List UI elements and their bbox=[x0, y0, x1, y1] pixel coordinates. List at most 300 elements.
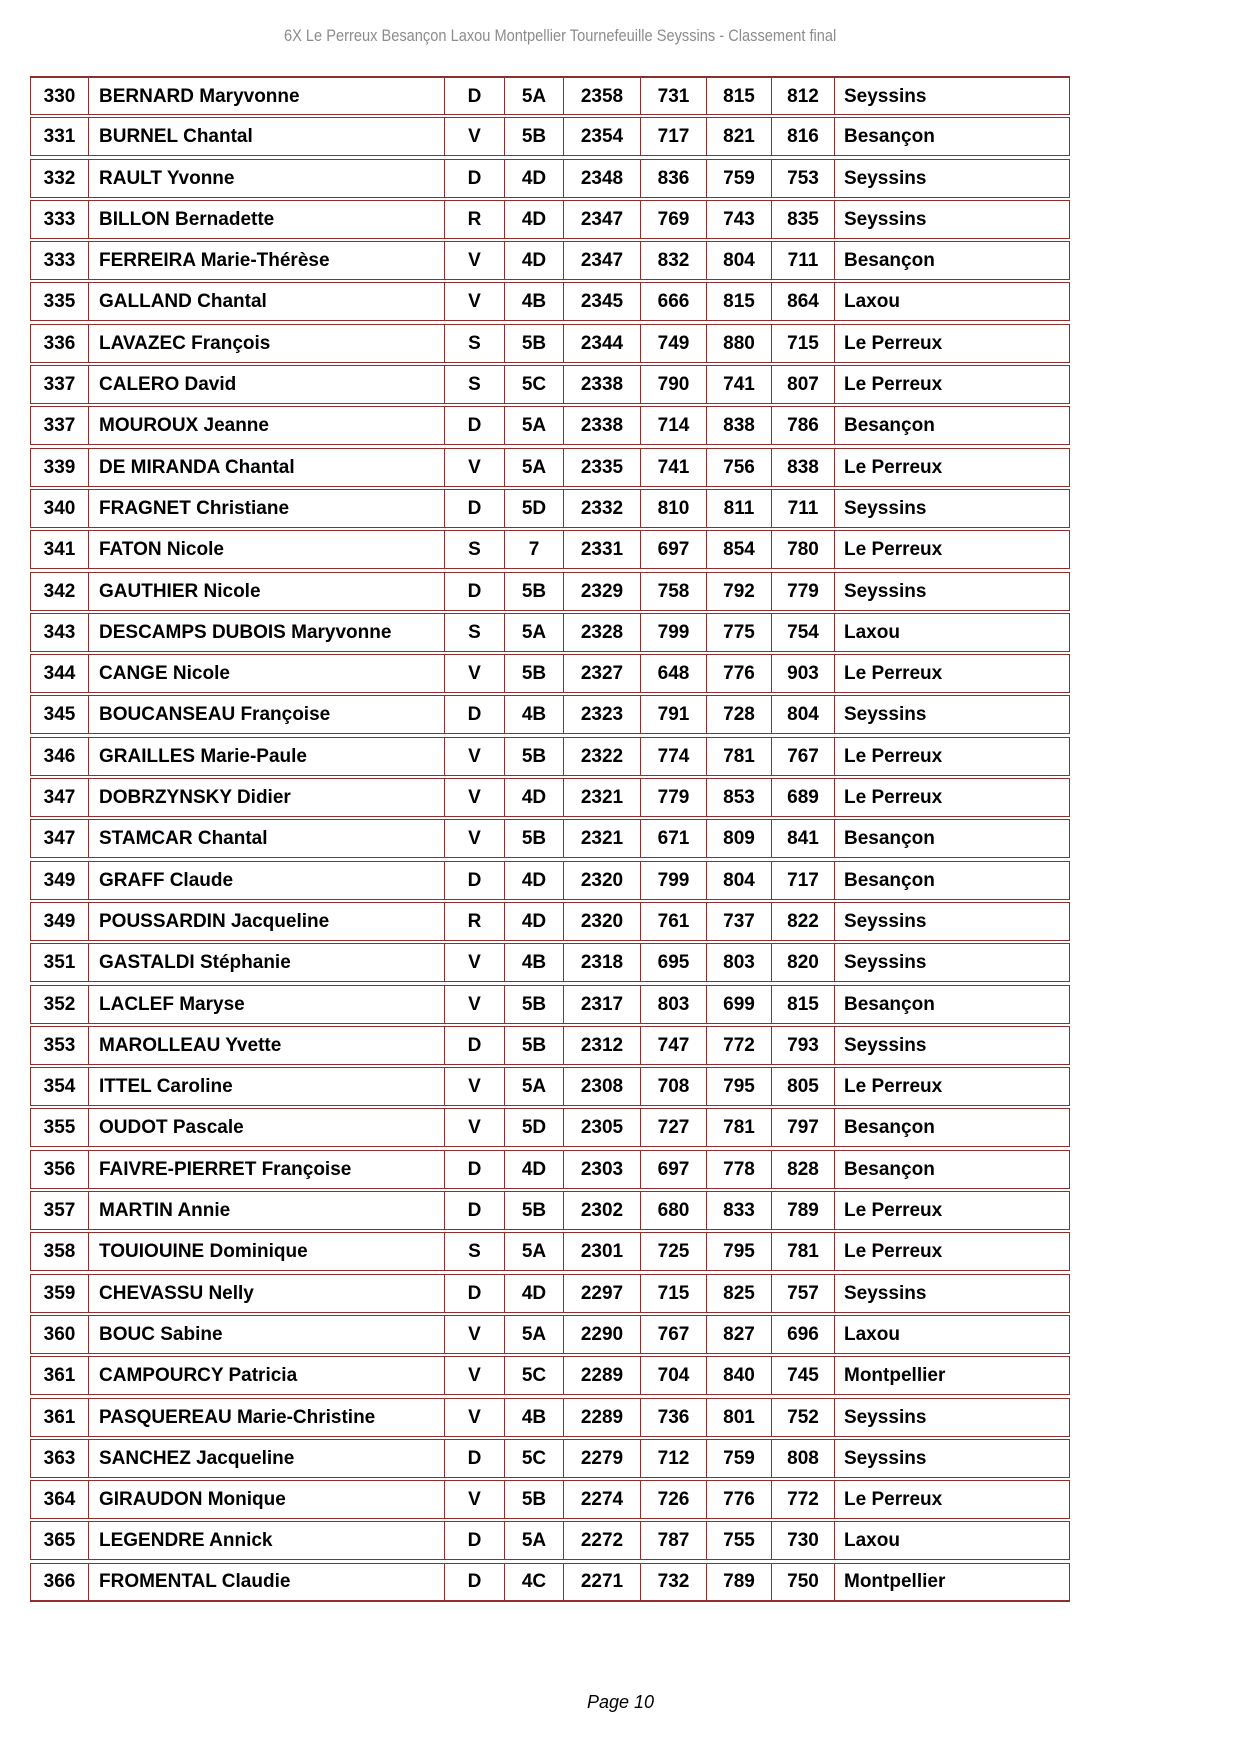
cell-status: D bbox=[444, 696, 504, 733]
cell-club: Seyssins bbox=[834, 696, 1069, 733]
table-row bbox=[30, 985, 1070, 1024]
cell-game3-score: 822 bbox=[771, 903, 834, 940]
cell-status: V bbox=[444, 779, 504, 816]
cell-game1-score: 810 bbox=[640, 490, 706, 527]
table-row bbox=[30, 1480, 1070, 1519]
cell-series: 5A bbox=[504, 1316, 563, 1353]
cell-game2-score: 789 bbox=[706, 1564, 771, 1600]
cell-game1-score: 680 bbox=[640, 1192, 706, 1229]
cell-rank: 346 bbox=[43, 745, 76, 767]
cell-game2-score: 743 bbox=[706, 201, 771, 238]
cell-game2-score: 756 bbox=[706, 449, 771, 486]
cell-series: 4D bbox=[504, 201, 563, 238]
cell-rank: 330 bbox=[43, 85, 76, 107]
cell-series: 5B bbox=[504, 1192, 563, 1229]
cell-series: 5B bbox=[504, 820, 563, 857]
cell-club: Laxou bbox=[834, 283, 1069, 320]
cell-game2-score: 854 bbox=[706, 531, 771, 568]
cell-total-score: 2289 bbox=[563, 1399, 640, 1436]
cell-game1-score: 732 bbox=[640, 1564, 706, 1600]
cell-rank: 339 bbox=[43, 456, 76, 478]
cell-game3-score: 864 bbox=[771, 283, 834, 320]
cell-player-name: GALLAND Chantal bbox=[88, 283, 444, 320]
cell-total-score: 2329 bbox=[563, 573, 640, 610]
cell-rank: 343 bbox=[43, 621, 76, 643]
cell-game1-score: 749 bbox=[640, 325, 706, 362]
cell-game2-score: 737 bbox=[706, 903, 771, 940]
table-row bbox=[30, 861, 1070, 900]
cell-game2-score: 811 bbox=[706, 490, 771, 527]
cell-club: Laxou bbox=[834, 1522, 1069, 1559]
cell-game1-score: 695 bbox=[640, 944, 706, 981]
cell-total-score: 2274 bbox=[563, 1481, 640, 1518]
cell-total-score: 2305 bbox=[563, 1109, 640, 1146]
cell-club: Besançon bbox=[834, 986, 1069, 1023]
cell-total-score: 2312 bbox=[563, 1027, 640, 1064]
cell-status: V bbox=[444, 1399, 504, 1436]
cell-club: Seyssins bbox=[834, 903, 1069, 940]
cell-club: Le Perreux bbox=[834, 1192, 1069, 1229]
cell-game3-score: 757 bbox=[771, 1275, 834, 1312]
cell-total-score: 2318 bbox=[563, 944, 640, 981]
cell-game3-score: 903 bbox=[771, 655, 834, 692]
cell-game3-score: 711 bbox=[771, 490, 834, 527]
table-row bbox=[30, 530, 1070, 569]
cell-club: Besançon bbox=[834, 242, 1069, 279]
cell-rank: 349 bbox=[43, 869, 76, 891]
cell-player-name: FAIVRE-PIERRET Françoise bbox=[88, 1151, 444, 1188]
cell-game1-score: 731 bbox=[640, 78, 706, 114]
cell-series: 7 bbox=[504, 531, 563, 568]
table-row bbox=[30, 1232, 1070, 1271]
cell-game1-score: 697 bbox=[640, 531, 706, 568]
cell-rank: 366 bbox=[43, 1571, 76, 1593]
cell-game3-score: 807 bbox=[771, 366, 834, 403]
cell-total-score: 2317 bbox=[563, 986, 640, 1023]
table-row bbox=[30, 76, 1070, 115]
cell-club: Seyssins bbox=[834, 944, 1069, 981]
cell-status: D bbox=[444, 407, 504, 444]
cell-game2-score: 809 bbox=[706, 820, 771, 857]
cell-total-score: 2289 bbox=[563, 1357, 640, 1394]
cell-game1-score: 779 bbox=[640, 779, 706, 816]
cell-game3-score: 797 bbox=[771, 1109, 834, 1146]
cell-game3-score: 789 bbox=[771, 1192, 834, 1229]
cell-rank: 336 bbox=[43, 332, 76, 354]
cell-rank: 355 bbox=[43, 1117, 76, 1139]
cell-game3-score: 804 bbox=[771, 696, 834, 733]
cell-status: D bbox=[444, 160, 504, 197]
cell-status: S bbox=[444, 614, 504, 651]
cell-status: V bbox=[444, 820, 504, 857]
table-row bbox=[30, 1150, 1070, 1189]
cell-game2-score: 781 bbox=[706, 1109, 771, 1146]
cell-status: V bbox=[444, 655, 504, 692]
cell-player-name: BOUCANSEAU Françoise bbox=[88, 696, 444, 733]
cell-series: 4D bbox=[504, 160, 563, 197]
table-row bbox=[30, 1191, 1070, 1230]
cell-total-score: 2331 bbox=[563, 531, 640, 568]
cell-club: Besançon bbox=[834, 118, 1069, 155]
cell-game3-score: 745 bbox=[771, 1357, 834, 1394]
cell-series: 5B bbox=[504, 118, 563, 155]
cell-player-name: FATON Nicole bbox=[88, 531, 444, 568]
table-row bbox=[30, 613, 1070, 652]
cell-rank: 365 bbox=[43, 1530, 76, 1552]
table-row bbox=[30, 1521, 1070, 1560]
cell-rank: 361 bbox=[43, 1406, 76, 1428]
table-row bbox=[30, 572, 1070, 611]
table-row bbox=[30, 1439, 1070, 1478]
cell-club: Seyssins bbox=[834, 1275, 1069, 1312]
cell-game3-score: 815 bbox=[771, 986, 834, 1023]
cell-game2-score: 699 bbox=[706, 986, 771, 1023]
cell-club: Seyssins bbox=[834, 573, 1069, 610]
cell-total-score: 2347 bbox=[563, 201, 640, 238]
cell-player-name: RAULT Yvonne bbox=[88, 160, 444, 197]
cell-series: 5A bbox=[504, 449, 563, 486]
cell-game2-score: 833 bbox=[706, 1192, 771, 1229]
page-title bbox=[30, 26, 1090, 46]
cell-game2-score: 815 bbox=[706, 78, 771, 114]
cell-total-score: 2323 bbox=[563, 696, 640, 733]
cell-club: Le Perreux bbox=[834, 655, 1069, 692]
cell-club: Le Perreux bbox=[834, 1481, 1069, 1518]
cell-status: D bbox=[444, 1027, 504, 1064]
cell-status: D bbox=[444, 1192, 504, 1229]
cell-series: 4D bbox=[504, 862, 563, 899]
cell-series: 4D bbox=[504, 903, 563, 940]
cell-series: 5B bbox=[504, 1481, 563, 1518]
cell-game1-score: 747 bbox=[640, 1027, 706, 1064]
cell-game3-score: 711 bbox=[771, 242, 834, 279]
cell-game3-score: 781 bbox=[771, 1233, 834, 1270]
cell-total-score: 2335 bbox=[563, 449, 640, 486]
cell-total-score: 2290 bbox=[563, 1316, 640, 1353]
cell-series: 5C bbox=[504, 366, 563, 403]
cell-status: V bbox=[444, 1316, 504, 1353]
table-row bbox=[30, 1108, 1070, 1147]
cell-status: D bbox=[444, 1151, 504, 1188]
cell-total-score: 2332 bbox=[563, 490, 640, 527]
cell-club: Montpellier bbox=[834, 1357, 1069, 1394]
cell-game1-score: 712 bbox=[640, 1440, 706, 1477]
cell-series: 5B bbox=[504, 573, 563, 610]
page-number: Page 10 bbox=[586, 1692, 655, 1712]
cell-club: Seyssins bbox=[834, 1440, 1069, 1477]
cell-game1-score: 726 bbox=[640, 1481, 706, 1518]
cell-game2-score: 840 bbox=[706, 1357, 771, 1394]
cell-game3-score: 767 bbox=[771, 738, 834, 775]
cell-game1-score: 799 bbox=[640, 614, 706, 651]
cell-series: 4D bbox=[504, 779, 563, 816]
cell-player-name: LACLEF Maryse bbox=[88, 986, 444, 1023]
cell-game2-score: 815 bbox=[706, 283, 771, 320]
table-row bbox=[30, 654, 1070, 693]
cell-game2-score: 825 bbox=[706, 1275, 771, 1312]
cell-game1-score: 708 bbox=[640, 1068, 706, 1105]
cell-status: R bbox=[444, 903, 504, 940]
cell-series: 5B bbox=[504, 738, 563, 775]
cell-status: D bbox=[444, 573, 504, 610]
cell-game2-score: 755 bbox=[706, 1522, 771, 1559]
table-row bbox=[30, 282, 1070, 321]
cell-player-name: CHEVASSU Nelly bbox=[88, 1275, 444, 1312]
table-row bbox=[30, 819, 1070, 858]
table-row bbox=[30, 902, 1070, 941]
cell-player-name: BURNEL Chantal bbox=[88, 118, 444, 155]
cell-club: Le Perreux bbox=[834, 738, 1069, 775]
cell-player-name: STAMCAR Chantal bbox=[88, 820, 444, 857]
cell-rank: 340 bbox=[43, 497, 76, 519]
cell-rank: 347 bbox=[43, 787, 76, 809]
cell-club: Le Perreux bbox=[834, 779, 1069, 816]
cell-rank: 347 bbox=[43, 828, 76, 850]
cell-game3-score: 754 bbox=[771, 614, 834, 651]
cell-game2-score: 759 bbox=[706, 160, 771, 197]
cell-rank: 357 bbox=[43, 1200, 76, 1222]
table-row bbox=[30, 324, 1070, 363]
cell-player-name: CANGE Nicole bbox=[88, 655, 444, 692]
cell-series: 4D bbox=[504, 1151, 563, 1188]
cell-total-score: 2347 bbox=[563, 242, 640, 279]
cell-total-score: 2322 bbox=[563, 738, 640, 775]
cell-total-score: 2308 bbox=[563, 1068, 640, 1105]
cell-total-score: 2303 bbox=[563, 1151, 640, 1188]
cell-game3-score: 780 bbox=[771, 531, 834, 568]
table-row bbox=[30, 1026, 1070, 1065]
cell-rank: 337 bbox=[43, 374, 76, 396]
cell-status: D bbox=[444, 1275, 504, 1312]
cell-game3-score: 835 bbox=[771, 201, 834, 238]
cell-player-name: GRAFF Claude bbox=[88, 862, 444, 899]
cell-series: 4B bbox=[504, 283, 563, 320]
cell-game1-score: 790 bbox=[640, 366, 706, 403]
cell-club: Le Perreux bbox=[834, 366, 1069, 403]
cell-player-name: BERNARD Maryvonne bbox=[88, 78, 444, 114]
cell-game2-score: 776 bbox=[706, 655, 771, 692]
cell-game1-score: 704 bbox=[640, 1357, 706, 1394]
cell-game1-score: 803 bbox=[640, 986, 706, 1023]
cell-game2-score: 804 bbox=[706, 862, 771, 899]
cell-player-name: TOUIOUINE Dominique bbox=[88, 1233, 444, 1270]
cell-game2-score: 776 bbox=[706, 1481, 771, 1518]
cell-game1-score: 736 bbox=[640, 1399, 706, 1436]
cell-game3-score: 828 bbox=[771, 1151, 834, 1188]
cell-game3-score: 805 bbox=[771, 1068, 834, 1105]
cell-rank: 344 bbox=[43, 663, 76, 685]
cell-rank: 333 bbox=[43, 250, 76, 272]
cell-game1-score: 715 bbox=[640, 1275, 706, 1312]
cell-game3-score: 715 bbox=[771, 325, 834, 362]
cell-club: Seyssins bbox=[834, 201, 1069, 238]
cell-total-score: 2301 bbox=[563, 1233, 640, 1270]
cell-player-name: FRAGNET Christiane bbox=[88, 490, 444, 527]
cell-status: V bbox=[444, 944, 504, 981]
cell-series: 5B bbox=[504, 655, 563, 692]
cell-status: D bbox=[444, 1522, 504, 1559]
table-row bbox=[30, 1274, 1070, 1313]
cell-player-name: BOUC Sabine bbox=[88, 1316, 444, 1353]
cell-game3-score: 696 bbox=[771, 1316, 834, 1353]
cell-series: 4B bbox=[504, 944, 563, 981]
cell-total-score: 2321 bbox=[563, 820, 640, 857]
cell-club: Le Perreux bbox=[834, 1233, 1069, 1270]
cell-rank: 353 bbox=[43, 1034, 76, 1056]
table-row bbox=[30, 489, 1070, 528]
cell-game2-score: 853 bbox=[706, 779, 771, 816]
cell-rank: 337 bbox=[43, 415, 76, 437]
table-row bbox=[30, 406, 1070, 445]
table-row bbox=[30, 200, 1070, 239]
cell-game3-score: 717 bbox=[771, 862, 834, 899]
cell-club: Seyssins bbox=[834, 160, 1069, 197]
cell-rank: 332 bbox=[43, 167, 76, 189]
cell-club: Le Perreux bbox=[834, 449, 1069, 486]
cell-player-name: DE MIRANDA Chantal bbox=[88, 449, 444, 486]
cell-rank: 342 bbox=[43, 580, 76, 602]
cell-series: 4B bbox=[504, 696, 563, 733]
cell-game2-score: 795 bbox=[706, 1068, 771, 1105]
cell-game3-score: 808 bbox=[771, 1440, 834, 1477]
table-row bbox=[30, 241, 1070, 280]
cell-player-name: FROMENTAL Claudie bbox=[88, 1564, 444, 1600]
cell-status: S bbox=[444, 1233, 504, 1270]
cell-total-score: 2272 bbox=[563, 1522, 640, 1559]
cell-game2-score: 880 bbox=[706, 325, 771, 362]
cell-series: 5D bbox=[504, 1109, 563, 1146]
cell-series: 5A bbox=[504, 614, 563, 651]
cell-club: Seyssins bbox=[834, 78, 1069, 114]
cell-total-score: 2338 bbox=[563, 407, 640, 444]
cell-game1-score: 761 bbox=[640, 903, 706, 940]
cell-series: 5B bbox=[504, 986, 563, 1023]
cell-club: Besançon bbox=[834, 1151, 1069, 1188]
cell-series: 5A bbox=[504, 1068, 563, 1105]
cell-game3-score: 753 bbox=[771, 160, 834, 197]
cell-series: 4D bbox=[504, 1275, 563, 1312]
cell-status: V bbox=[444, 118, 504, 155]
cell-game1-score: 787 bbox=[640, 1522, 706, 1559]
cell-game1-score: 666 bbox=[640, 283, 706, 320]
table-row bbox=[30, 159, 1070, 198]
cell-game2-score: 795 bbox=[706, 1233, 771, 1270]
cell-game2-score: 801 bbox=[706, 1399, 771, 1436]
cell-game2-score: 827 bbox=[706, 1316, 771, 1353]
cell-total-score: 2279 bbox=[563, 1440, 640, 1477]
table-row bbox=[30, 1398, 1070, 1437]
cell-game2-score: 781 bbox=[706, 738, 771, 775]
cell-player-name: ITTEL Caroline bbox=[88, 1068, 444, 1105]
cell-game1-score: 741 bbox=[640, 449, 706, 486]
cell-status: V bbox=[444, 986, 504, 1023]
cell-status: R bbox=[444, 201, 504, 238]
cell-game3-score: 750 bbox=[771, 1564, 834, 1600]
cell-status: D bbox=[444, 490, 504, 527]
table-row bbox=[30, 737, 1070, 776]
cell-series: 5C bbox=[504, 1440, 563, 1477]
cell-rank: 345 bbox=[43, 704, 76, 726]
cell-club: Laxou bbox=[834, 1316, 1069, 1353]
cell-player-name: LAVAZEC François bbox=[88, 325, 444, 362]
cell-game3-score: 816 bbox=[771, 118, 834, 155]
cell-series: 5A bbox=[504, 1522, 563, 1559]
cell-game2-score: 728 bbox=[706, 696, 771, 733]
cell-player-name: BILLON Bernadette bbox=[88, 201, 444, 238]
cell-total-score: 2328 bbox=[563, 614, 640, 651]
cell-game2-score: 803 bbox=[706, 944, 771, 981]
cell-game2-score: 838 bbox=[706, 407, 771, 444]
cell-rank: 356 bbox=[43, 1158, 76, 1180]
cell-rank: 359 bbox=[43, 1282, 76, 1304]
table-row bbox=[30, 1067, 1070, 1106]
cell-game2-score: 772 bbox=[706, 1027, 771, 1064]
cell-rank: 358 bbox=[43, 1241, 76, 1263]
cell-player-name: POUSSARDIN Jacqueline bbox=[88, 903, 444, 940]
cell-player-name: DESCAMPS DUBOIS Maryvonne bbox=[88, 614, 444, 651]
cell-rank: 341 bbox=[43, 539, 76, 561]
cell-game1-score: 717 bbox=[640, 118, 706, 155]
cell-series: 5A bbox=[504, 407, 563, 444]
cell-player-name: GASTALDI Stéphanie bbox=[88, 944, 444, 981]
cell-rank: 333 bbox=[43, 208, 76, 230]
cell-series: 5B bbox=[504, 1027, 563, 1064]
table-row bbox=[30, 943, 1070, 982]
cell-rank: 351 bbox=[43, 952, 76, 974]
cell-status: V bbox=[444, 1068, 504, 1105]
cell-game3-score: 689 bbox=[771, 779, 834, 816]
cell-game1-score: 671 bbox=[640, 820, 706, 857]
cell-game2-score: 804 bbox=[706, 242, 771, 279]
cell-total-score: 2302 bbox=[563, 1192, 640, 1229]
cell-player-name: MOUROUX Jeanne bbox=[88, 407, 444, 444]
cell-game3-score: 786 bbox=[771, 407, 834, 444]
cell-club: Besançon bbox=[834, 407, 1069, 444]
cell-series: 5C bbox=[504, 1357, 563, 1394]
cell-total-score: 2271 bbox=[563, 1564, 640, 1600]
page-title-text: 6X Le Perreux Besançon Laxou Montpellier Tournefeuille Seyssins - Classement final bbox=[283, 26, 837, 45]
cell-rank: 363 bbox=[43, 1447, 76, 1469]
cell-rank: 331 bbox=[43, 126, 76, 148]
cell-player-name: DOBRZYNSKY Didier bbox=[88, 779, 444, 816]
cell-game1-score: 836 bbox=[640, 160, 706, 197]
cell-club: Le Perreux bbox=[834, 325, 1069, 362]
cell-game1-score: 648 bbox=[640, 655, 706, 692]
cell-game2-score: 792 bbox=[706, 573, 771, 610]
cell-series: 5D bbox=[504, 490, 563, 527]
cell-game3-score: 772 bbox=[771, 1481, 834, 1518]
cell-club: Besançon bbox=[834, 1109, 1069, 1146]
cell-player-name: MARTIN Annie bbox=[88, 1192, 444, 1229]
cell-game1-score: 769 bbox=[640, 201, 706, 238]
cell-game3-score: 793 bbox=[771, 1027, 834, 1064]
cell-total-score: 2354 bbox=[563, 118, 640, 155]
cell-club: Besançon bbox=[834, 862, 1069, 899]
cell-game1-score: 767 bbox=[640, 1316, 706, 1353]
ranking-table bbox=[30, 76, 1070, 1604]
cell-total-score: 2345 bbox=[563, 283, 640, 320]
cell-series: 4D bbox=[504, 242, 563, 279]
cell-game1-score: 727 bbox=[640, 1109, 706, 1146]
cell-total-score: 2348 bbox=[563, 160, 640, 197]
table-row bbox=[30, 448, 1070, 487]
cell-game3-score: 752 bbox=[771, 1399, 834, 1436]
cell-game1-score: 714 bbox=[640, 407, 706, 444]
table-row bbox=[30, 778, 1070, 817]
cell-player-name: GIRAUDON Monique bbox=[88, 1481, 444, 1518]
cell-game1-score: 758 bbox=[640, 573, 706, 610]
cell-club: Seyssins bbox=[834, 1027, 1069, 1064]
